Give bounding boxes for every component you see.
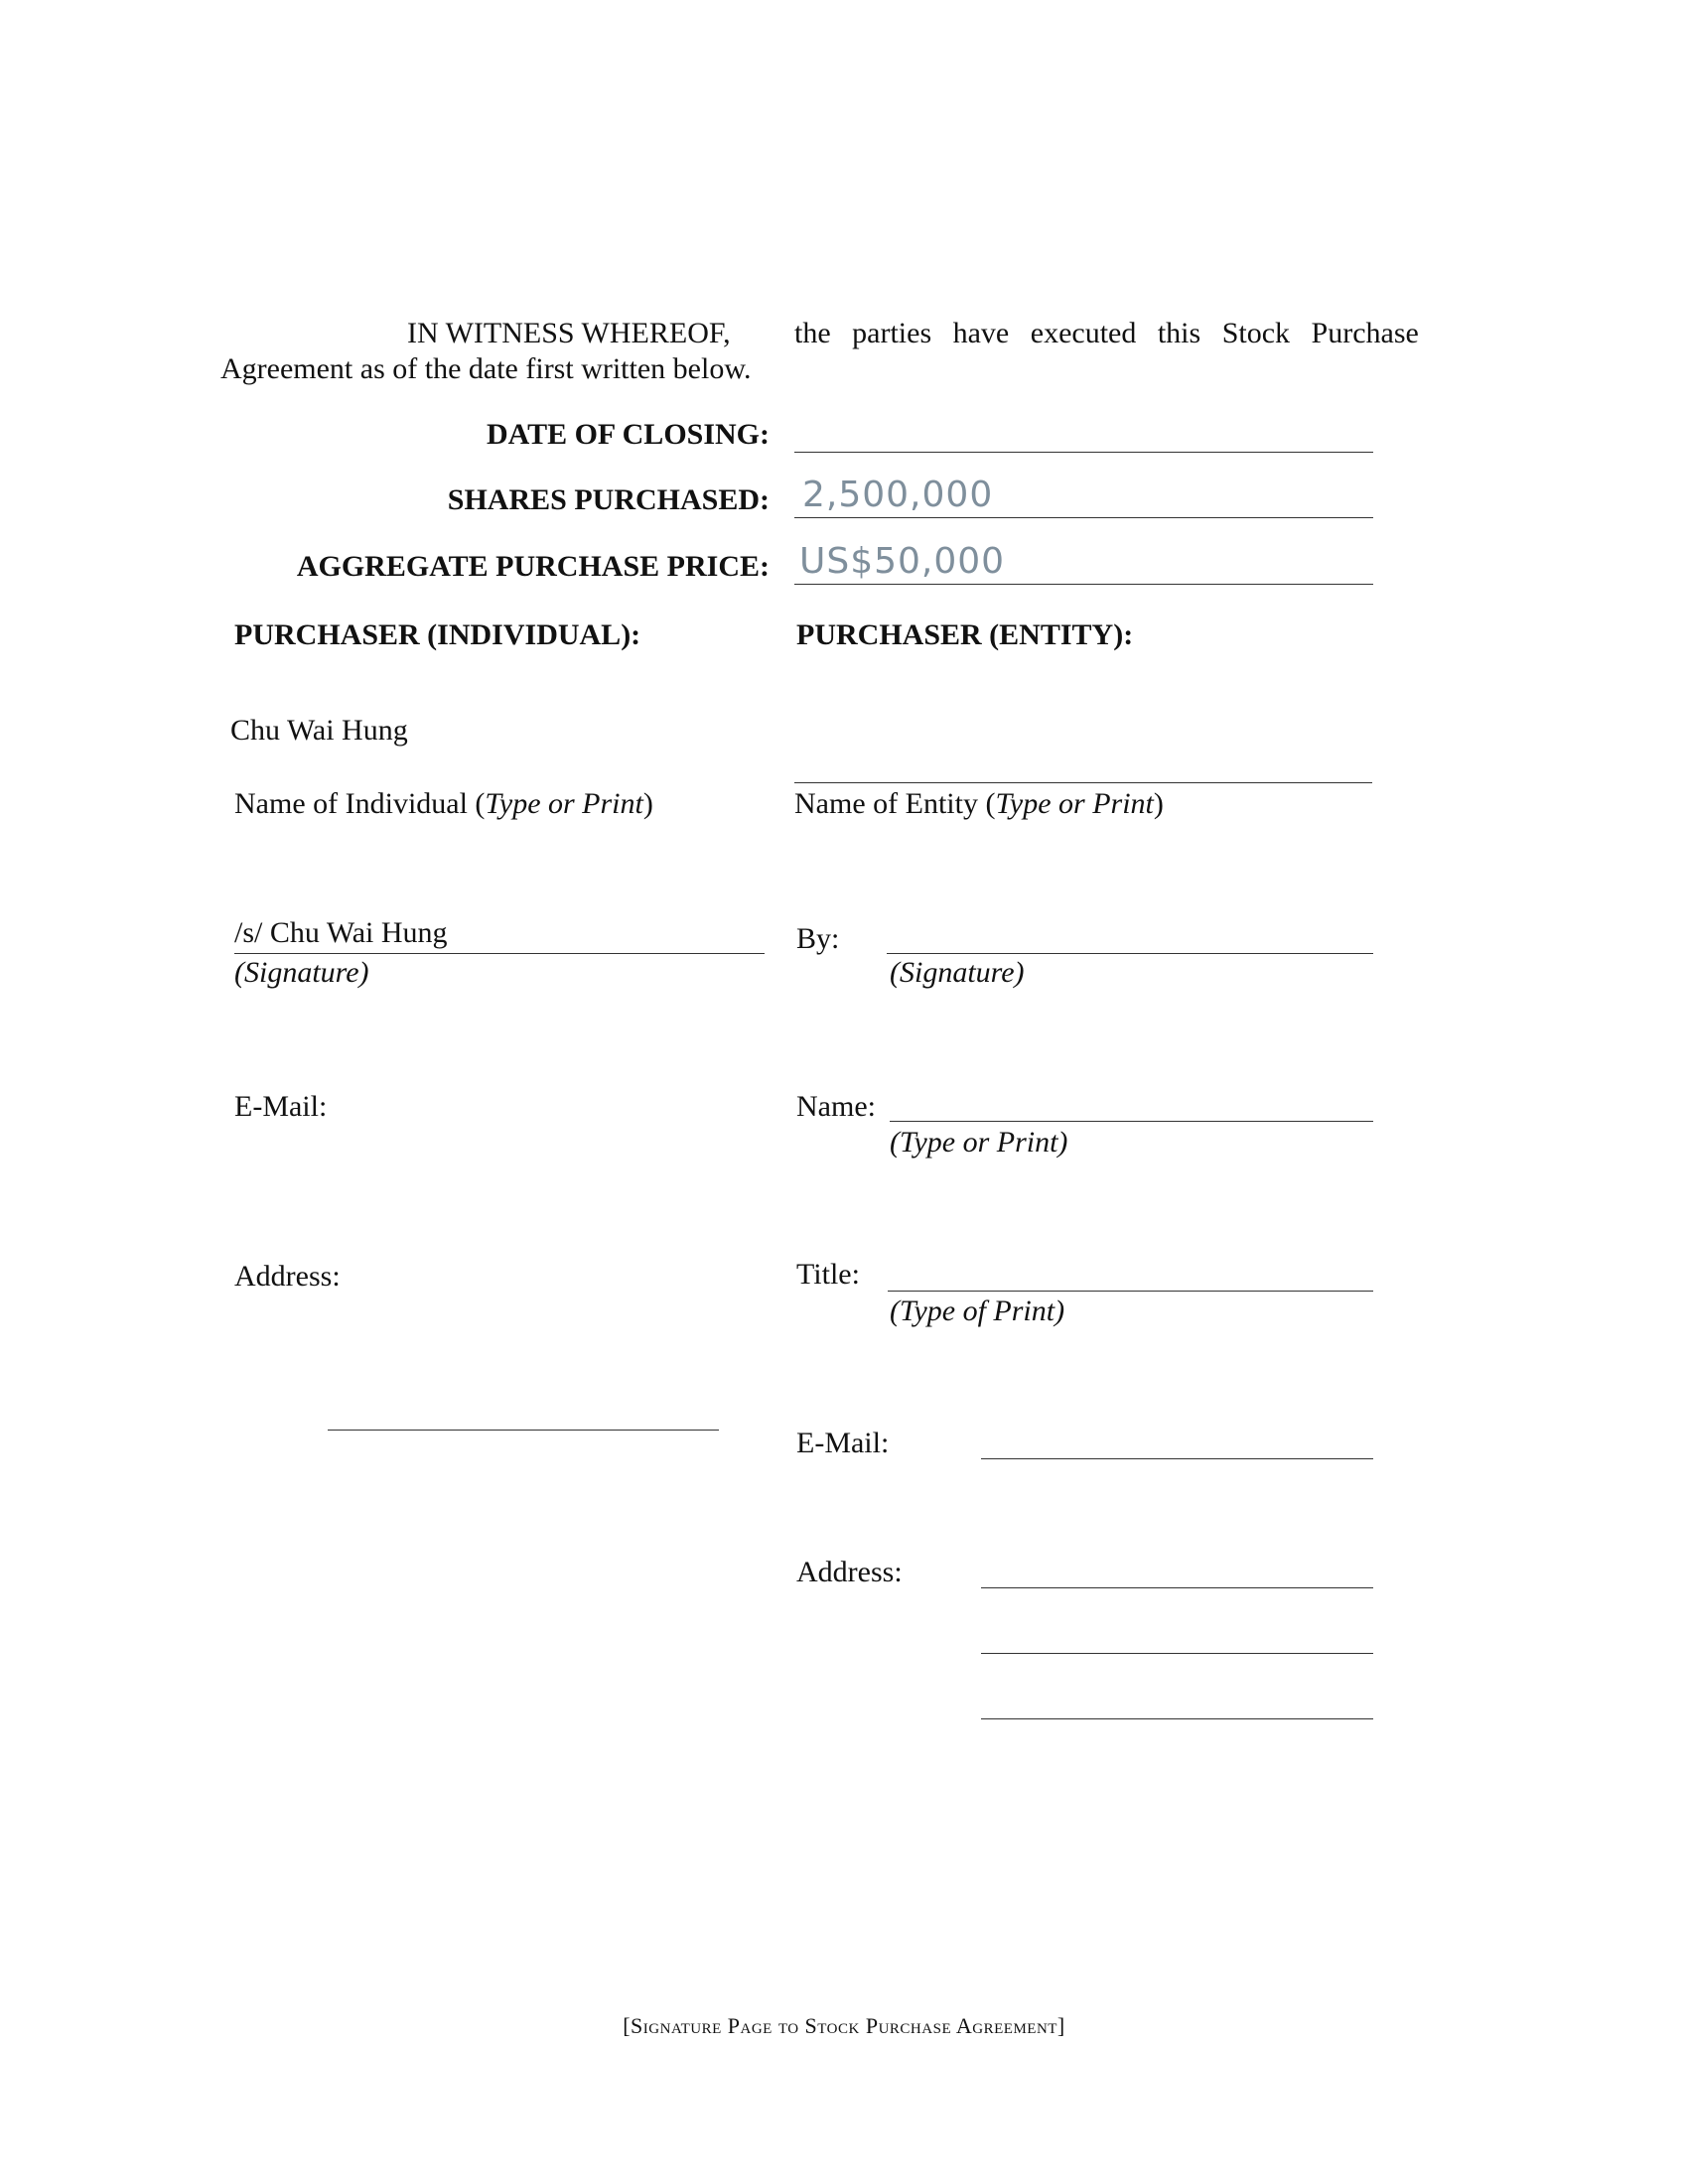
individual-signature-value[interactable]: /s/ Chu Wai Hung [234,916,448,949]
entity-name-caption: Name of Entity (Type or Print) [794,787,1164,820]
individual-address-line [328,1430,719,1431]
aggregate-price-label: AGGREGATE PURCHASE PRICE: [296,550,770,583]
entity-email-label: E-Mail: [796,1427,890,1459]
entity-title-label: Title: [796,1258,860,1291]
individual-name-caption: Name of Individual (Type or Print) [234,787,653,820]
entity-address-label: Address: [796,1556,903,1588]
purchaser-entity-heading: PURCHASER (ENTITY): [796,618,1134,651]
entity-address-line-1 [981,1587,1373,1588]
entity-title-caption: (Type of Print) [890,1295,1065,1327]
entity-name-label: Name: [796,1090,876,1123]
entity-name-line [794,782,1372,783]
date-of-closing-line [794,452,1373,453]
preamble-line1-lead: IN WITNESS WHEREOF, [407,317,731,349]
shares-purchased-value[interactable]: 2,500,000 [802,475,994,515]
aggregate-price-line [794,584,1373,585]
individual-signature-caption: (Signature) [234,956,369,989]
individual-name-value[interactable]: Chu Wai Hung [230,714,408,747]
entity-printed-name-line [890,1121,1373,1122]
date-of-closing-label: DATE OF CLOSING: [486,418,770,451]
entity-email-line [981,1458,1373,1459]
purchaser-individual-heading: PURCHASER (INDIVIDUAL): [234,618,641,651]
entity-by-label: By: [796,922,840,955]
individual-email-label: E-Mail: [234,1090,328,1123]
shares-purchased-line [794,517,1373,518]
individual-address-label: Address: [234,1260,341,1293]
entity-address-line-3 [981,1718,1373,1719]
aggregate-price-value[interactable]: US$50,000 [799,541,1006,582]
entity-address-line-2 [981,1653,1373,1654]
preamble-line1-rest: the parties have executed this Stock Purchase [794,317,1419,349]
entity-title-line [888,1291,1373,1292]
entity-signature-caption: (Signature) [890,956,1025,989]
entity-signature-line [887,953,1373,954]
preamble-line2: Agreement as of the date first written below. [220,352,752,385]
individual-signature-line [234,953,765,954]
shares-purchased-label: SHARES PURCHASED: [447,483,770,516]
page-footer: [Signature Page to Stock Purchase Agreement] [623,2013,1065,2038]
entity-printed-name-caption: (Type or Print) [890,1126,1068,1159]
